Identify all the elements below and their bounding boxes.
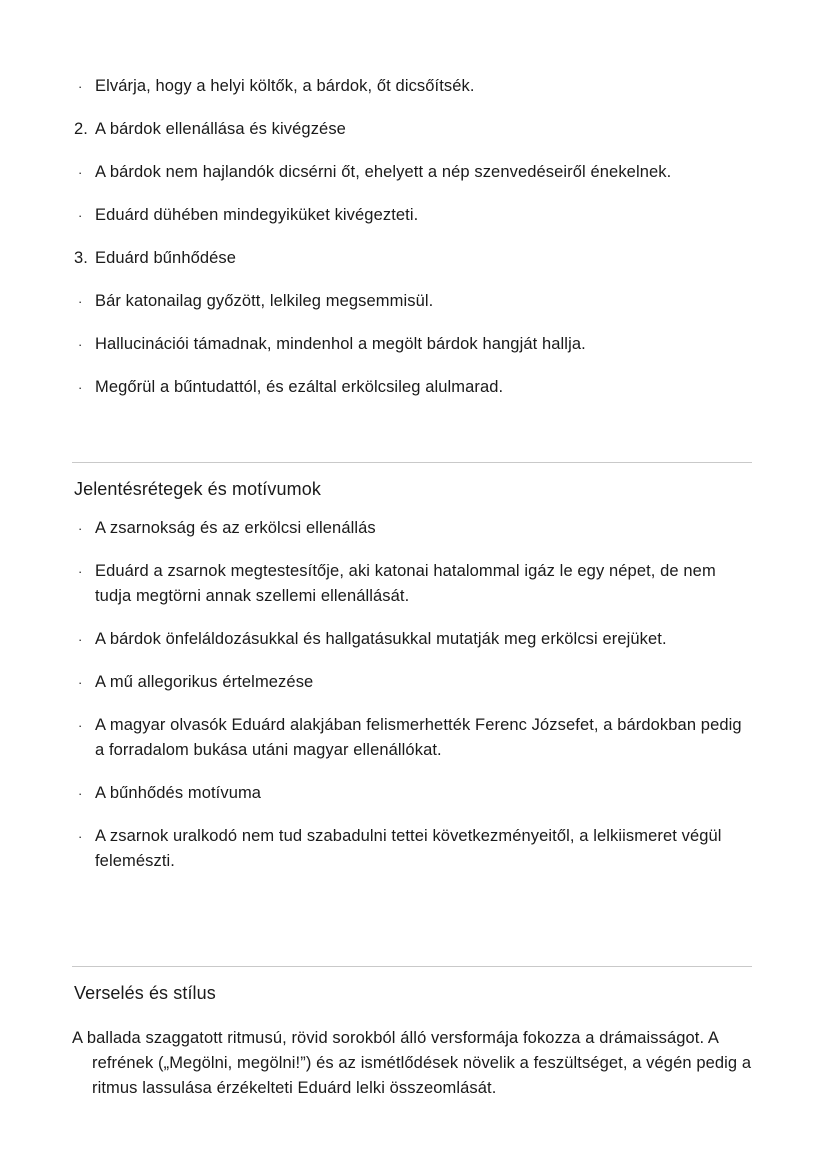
section-divider [72,966,752,967]
list-item-text: Bár katonailag győzött, lelkileg megsemmisül. [95,292,434,310]
list-item-text: A zsarnok uralkodó nem tud szabadulni tettei következményeitől, a lelkiismeret végül felemészti. [95,827,722,870]
bullet-icon: · [78,521,83,536]
list-item [72,516,752,541]
list-item [72,74,752,99]
list-item [72,627,752,652]
list-item-text: A mű allegorikus értelmezése [95,673,314,691]
meanings-list [72,516,752,874]
list-item-text: Eduárd a zsarnok megtestesítője, aki katonai hatalommal igáz le egy népet, de nem tudja megtörni annak szellemi ellenállását. [95,562,716,605]
list-item [72,375,752,400]
bullet-icon: · [78,380,83,395]
bullet-icon: · [78,632,83,647]
list-item [72,203,752,228]
list-item [72,332,752,357]
bullet-icon: · [78,718,83,733]
outline-list-top [72,74,752,400]
section-divider [72,462,752,463]
list-item [72,117,752,142]
bullet-icon: · [78,79,83,94]
list-number: 3. [74,249,88,267]
list-item [72,670,752,695]
bullet-icon: · [78,337,83,352]
bullet-icon: · [78,675,83,690]
list-item-text: A bűnhődés motívuma [95,784,262,802]
list-item [72,246,752,271]
spacer [72,400,752,462]
list-item-text: A bárdok önfeláldozásukkal és hallgatásukkal mutatják meg erkölcsi erejüket. [95,630,667,648]
list-item [72,559,752,609]
bullet-icon: · [78,786,83,801]
list-item-text: A bárdok nem hajlandók dicsérni őt, ehelyett a nép szenvedéseiről énekelnek. [95,163,672,181]
list-item [72,781,752,806]
list-item-text: A bárdok ellenállása és kivégzése [95,120,346,138]
list-item [72,289,752,314]
document-content [72,74,752,1101]
section-paragraph: A ballada szaggatott ritmusú, rövid sorokból álló versformája fokozza a drámaisságot. A refrének („Megölni, megölni!”) és az ismétlődések növelik a feszültséget, a végén pedig a ritmus lassulása érzékelteti Eduárd lelki összeomlását. [72,1029,752,1097]
bullet-icon: · [78,165,83,180]
bullet-icon: · [78,294,83,309]
section-meanings [72,462,752,874]
list-item-text: Elvárja, hogy a helyi költők, a bárdok, őt dicsőítsék. [95,77,475,95]
list-item-text: Eduárd bűnhődése [95,249,237,267]
list-item-text: Megőrül a bűntudattól, és ezáltal erkölcsileg alulmarad. [95,378,504,396]
spacer [72,1006,752,1026]
section-style [72,966,752,1101]
bullet-icon: · [78,829,83,844]
list-item-text: Hallucinációi támadnak, mindenhol a megölt bárdok hangját hallja. [95,335,586,353]
list-number: 2. [74,120,88,138]
list-item [72,160,752,185]
section-title: Verselés és stílus [74,983,216,1003]
list-item-text: A magyar olvasók Eduárd alakjában felismerhették Ferenc Józsefet, a bárdokban pedig a forradalom bukása utáni magyar ellenállókat. [95,716,742,759]
list-item [72,824,752,874]
list-item-text: A zsarnokság és az erkölcsi ellenállás [95,519,376,537]
spacer [72,874,752,966]
spacer [72,502,752,516]
section-title: Jelentésrétegek és motívumok [74,479,321,499]
list-item [72,713,752,763]
bullet-icon: · [78,208,83,223]
list-item-text: Eduárd dühében mindegyiküket kivégezteti. [95,206,419,224]
bullet-icon: · [78,564,83,579]
